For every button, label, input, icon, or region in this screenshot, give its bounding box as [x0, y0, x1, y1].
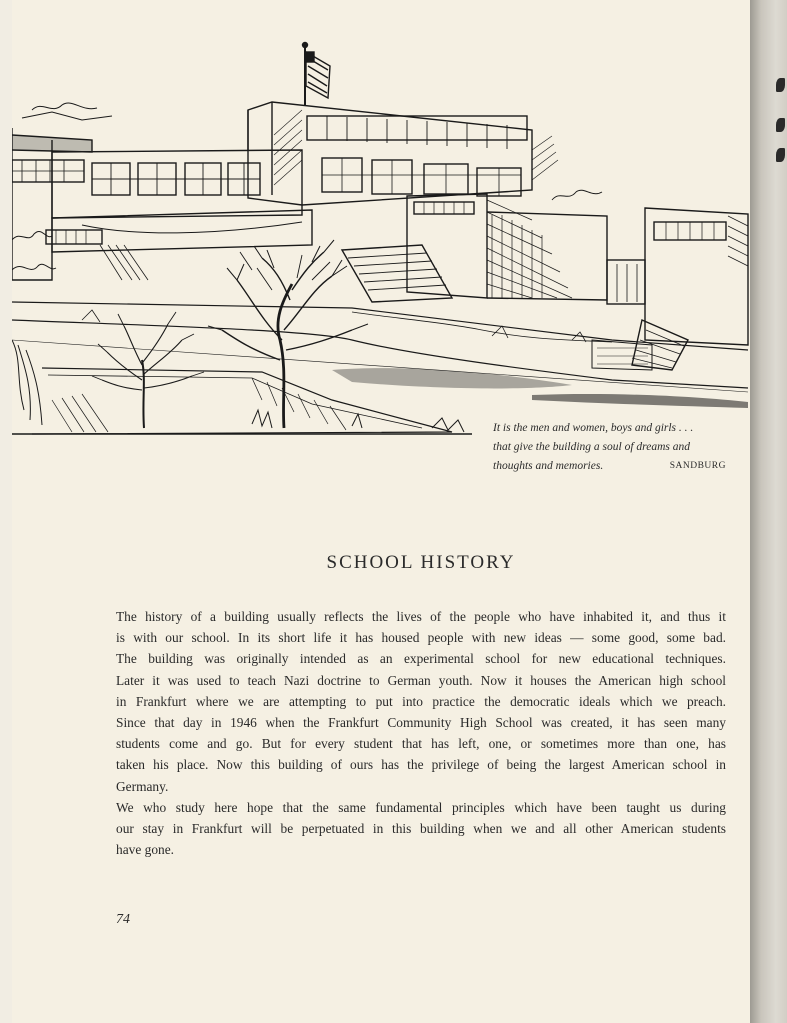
gutter-mark [776, 78, 785, 92]
school-building-sketch-icon [12, 40, 752, 440]
text-line: in Frankfurt where we are attempting to put into practice the democratic ideals which we preach. [116, 693, 726, 709]
page-left-edge [0, 0, 12, 1023]
paragraph [116, 797, 726, 861]
quote-attribution: SANDBURG [669, 461, 726, 471]
quote-line: that give the building a soul of dreams and [493, 441, 690, 453]
text-line: Later it was used to teach Nazi doctrine to German youth. Now it houses the American high school [116, 672, 726, 688]
gutter-mark [776, 148, 785, 162]
quote-line: thoughts and memories. [493, 460, 604, 472]
text-line: have gone. [116, 842, 175, 858]
text-line: students come and go. But for every student that has left, one, or sometimes more than one, has [116, 736, 726, 752]
paragraph [116, 606, 726, 797]
gutter-mark [776, 118, 785, 132]
text-line: is with our school. In its short life it has housed people with new ideas — some good, some bad. [116, 630, 726, 646]
text-line: our stay in Frankfurt will be perpetuated in this building when we and all other American students [116, 820, 726, 836]
text-line: Since that day in 1946 when the Frankfurt Community High School was created, it has seen many [116, 714, 726, 730]
text-line: taken his place. Now this building of ours has the privilege of being the largest American school in [116, 757, 726, 773]
page-title: SCHOOL HISTORY [326, 552, 516, 573]
text-line: The building was originally intended as an experimental school for new educational techniques. [116, 651, 726, 667]
quote-line: It is the men and women, boys and girls . . . [493, 422, 694, 434]
page-number: 74 [116, 912, 130, 927]
text-line: The history of a building usually reflects the lives of the people who have inhabited it, and thus it [116, 609, 726, 624]
text-line: Germany. [116, 778, 169, 794]
history-body [116, 606, 726, 860]
epigraph-quote [493, 419, 731, 476]
text-line: We who study here hope that the same fundamental principles which have been taught us during [116, 799, 726, 815]
